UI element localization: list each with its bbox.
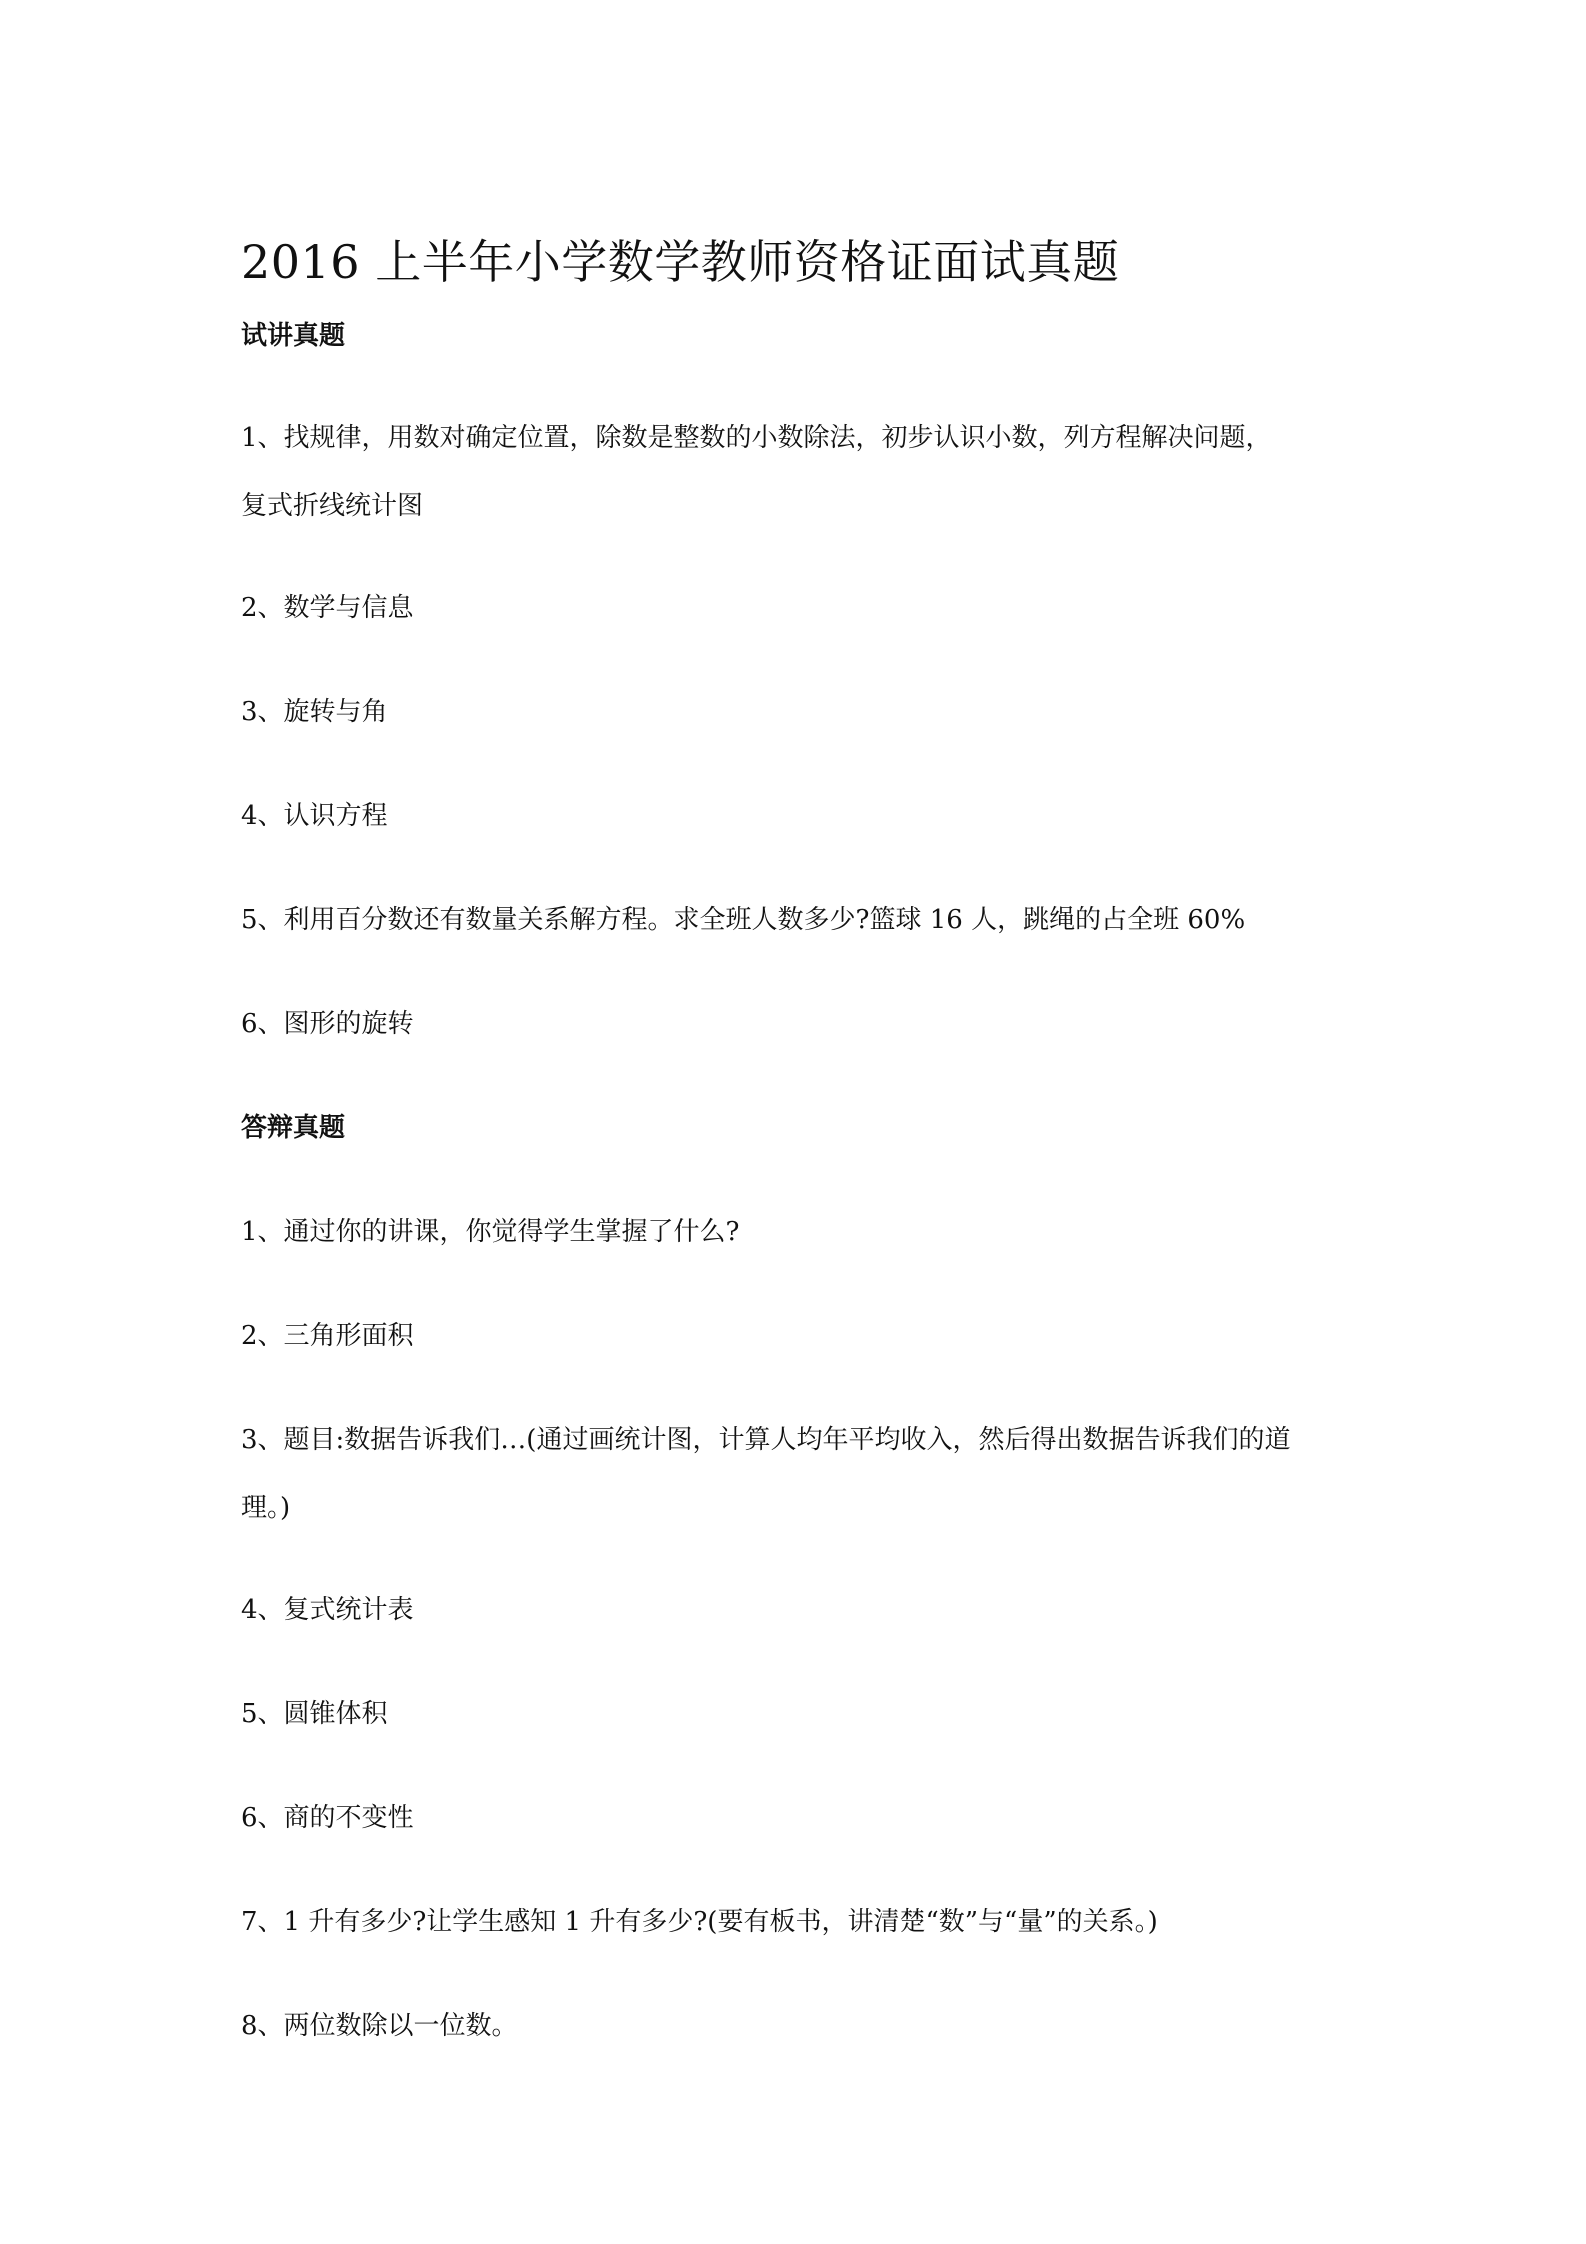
list-item-text: 1、通过你的讲课，你觉得学生掌握了什么? (241, 1217, 740, 1247)
list-item (241, 796, 1361, 836)
list-item-text: 5、圆锥体积 (241, 1699, 388, 1729)
list-item-text-continued: 理。) (241, 1493, 291, 1523)
list-item (241, 900, 1361, 940)
list-item (241, 1590, 1361, 1630)
section-heading-defense: 答辩真题 (241, 1113, 346, 1143)
list-item-text-continued: 复式折线统计图 (241, 491, 424, 521)
list-item-text: 6、商的不变性 (241, 1803, 414, 1833)
list-item-text: 3、旋转与角 (241, 697, 388, 727)
list-item (241, 1004, 1361, 1044)
list-item-text: 6、图形的旋转 (241, 1009, 414, 1039)
list-item-text: 5、利用百分数还有数量关系解方程。求全班人数多少?篮球 16 人，跳绳的占全班 60% (241, 905, 1246, 935)
list-item (241, 1420, 1361, 1528)
list-item (241, 418, 1361, 526)
list-item (241, 588, 1361, 628)
list-item-text: 4、认识方程 (241, 801, 388, 831)
list-item (241, 2006, 1361, 2046)
list-item (241, 1694, 1361, 1734)
list-item (241, 1902, 1361, 1942)
page-title: 2016 上半年小学数学教师资格证面试真题 (241, 235, 1120, 289)
list-item-text: 4、复式统计表 (241, 1595, 414, 1625)
list-item-text: 2、三角形面积 (241, 1321, 414, 1351)
list-item-text: 1、找规律，用数对确定位置，除数是整数的小数除法，初步认识小数，列方程解决问题， (241, 423, 1272, 453)
list-item (241, 1316, 1361, 1356)
list-item-text: 8、两位数除以一位数。 (241, 2011, 518, 2041)
list-item (241, 1798, 1361, 1838)
list-item (241, 1212, 1361, 1252)
list-item-text: 3、题目:数据告诉我们…(通过画统计图，计算人均年平均收入，然后得出数据告诉我们的道 (241, 1425, 1291, 1455)
list-item (241, 692, 1361, 732)
list-item-text: 2、数学与信息 (241, 593, 414, 623)
section-heading-lecture: 试讲真题 (241, 321, 346, 351)
list-item-text: 7、1 升有多少?让学生感知 1 升有多少?(要有板书，讲清楚“数”与“量”的关系。) (241, 1907, 1158, 1937)
